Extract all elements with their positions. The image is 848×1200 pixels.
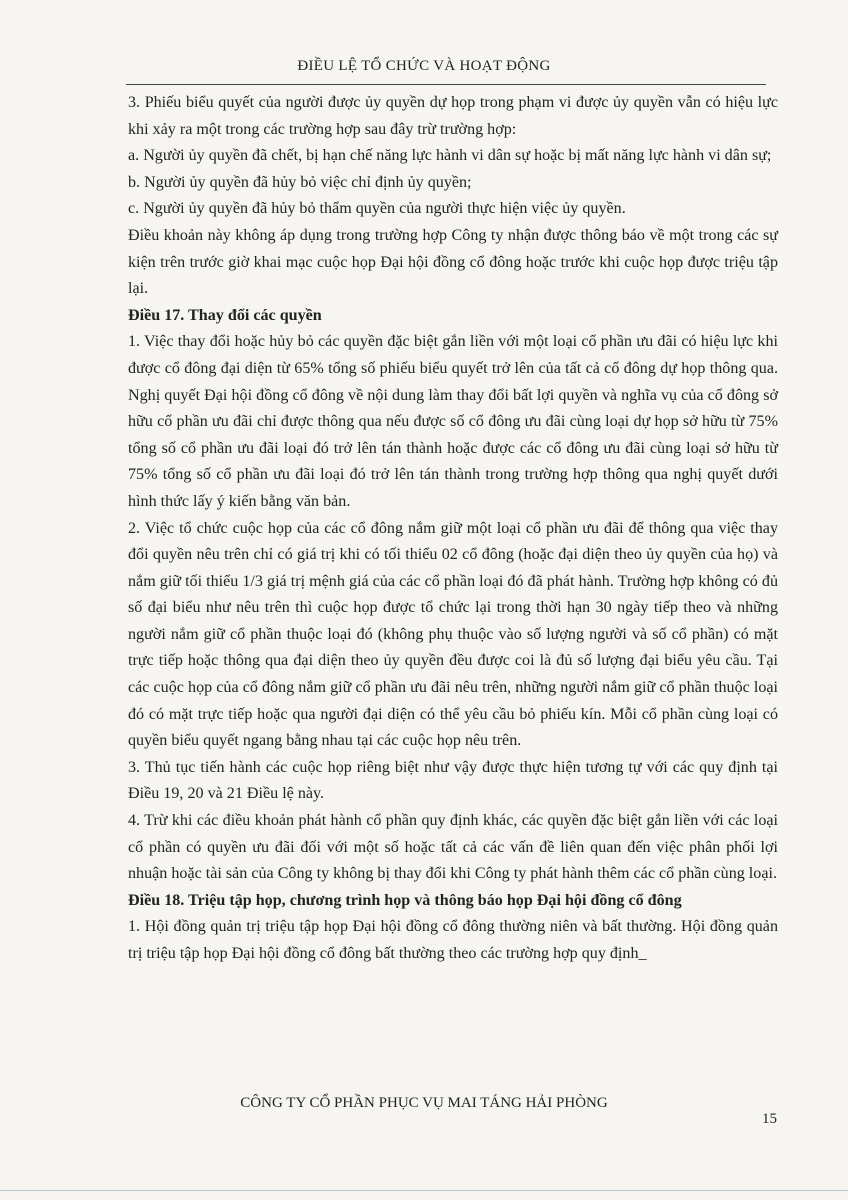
article-17-item-3: 3. Thủ tục tiến hành các cuộc họp riêng biệt như vậy được thực hiện tương tự với các quy định tại Điều 19, 20 và 21 Điều lệ này. (128, 758, 778, 803)
paragraph-item-b: b. Người ủy quyền đã hủy bỏ việc chỉ định ủy quyền; (128, 173, 472, 191)
running-footer: CÔNG TY CỔ PHẦN PHỤC VỤ MAI TÁNG HẢI PHÒNG (240, 1095, 608, 1111)
document-body (128, 90, 778, 968)
paragraph-item-c: c. Người ủy quyền đã hủy bỏ thẩm quyền của người thực hiện việc ủy quyền. (128, 200, 626, 218)
article-18-item-1: 1. Hội đồng quản trị triệu tập họp Đại hội đồng cổ đông thường niên và bất thường. Hội đồng quản trị triệu tập họp Đại hội đồng cổ đông bất thường theo các trường hợp quy định_ (128, 918, 778, 962)
article-17-heading: Điều 17. Thay đổi các quyền (128, 306, 322, 324)
article-18-heading: Điều 18. Triệu tập họp, chương trình họp và thông báo họp Đại hội đồng cổ đông (128, 891, 682, 909)
paragraph-clause-exception: Điều khoản này không áp dụng trong trường hợp Công ty nhận được thông báo về một trong các sự kiện trên trước giờ khai mạc cuộc họp Đại hội đồng cổ đông hoặc trước khi cuộc họp được triệu tập lại. (128, 226, 778, 298)
header-rule (126, 84, 766, 85)
scan-edge-line (0, 1190, 848, 1191)
running-header: ĐIỀU LỆ TỔ CHỨC VÀ HOẠT ĐỘNG (297, 58, 551, 74)
page-number: 15 (762, 1111, 777, 1127)
article-17-item-2: 2. Việc tổ chức cuộc họp của các cổ đông nắm giữ một loại cổ phần ưu đãi để thông qua việc thay đổi quyền nêu trên chỉ có giá trị khi có tối thiểu 02 cổ đông (hoặc đại diện theo ủy quyền của họ) và nắm giữ tối thiểu 1/3 giá trị mệnh giá của các cổ phần loại đó đã phát hành. Trường hợp không có đủ số đại biểu như nêu trên thì cuộc họp được tổ chức lại trong thời hạn 30 ngày tiếp theo và những người nắm giữ cổ phần thuộc loại đó (không phụ thuộc vào số lượng người và số cổ phần) có mặt trực tiếp hoặc thông qua đại diện theo ủy quyền đều được coi là đủ số lượng đại biểu yêu cầu. Tại các cuộc họp của cổ đông nắm giữ cổ phần ưu đãi nêu trên, những người nắm giữ cổ phần thuộc loại đó có mặt trực tiếp hoặc qua người đại diện có thể yêu cầu bỏ phiếu kín. Mỗi cổ phần cùng loại có quyền biểu quyết ngang bằng nhau tại các cuộc họp nêu trên. (128, 519, 778, 750)
article-17-item-4: 4. Trừ khi các điều khoản phát hành cổ phần quy định khác, các quyền đặc biệt gắn liền với các loại cổ phần có quyền ưu đãi đối với một số hoặc tất cả các vấn đề liên quan đến việc phân phối lợi nhuận hoặc tài sản của Công ty không bị thay đổi khi Công ty phát hành thêm các cổ phần cùng loại. (128, 812, 778, 883)
paragraph-item-a: a. Người ủy quyền đã chết, bị hạn chế năng lực hành vi dân sự hoặc bị mất năng lực hành vi dân sự; (128, 147, 772, 165)
paragraph-proxy-vote-validity: 3. Phiếu biểu quyết của người được ủy quyền dự họp trong phạm vi được ủy quyền vẫn có hiệu lực khi xảy ra một trong các trường hợp sau đây trừ trường hợp: (128, 94, 778, 138)
article-17-item-1: 1. Việc thay đổi hoặc hủy bỏ các quyền đặc biệt gắn liền với một loại cổ phần ưu đãi có hiệu lực khi được cổ đông đại diện từ 65% tổng số phiếu biểu quyết trở lên của tất cả cổ đông dự họp thông qua. Nghị quyết Đại hội đồng cổ đông về nội dung làm thay đổi bất lợi quyền và nghĩa vụ của cổ đông sở hữu cổ phần ưu đãi chỉ được thông qua nếu được số cổ đông ưu đãi cùng loại dự họp sở hữu từ 75% tổng số cổ phần ưu đãi loại đó trở lên tán thành hoặc được các cổ đông ưu đãi cùng loại sở hữu từ 75% tổng số cổ phần ưu đãi loại đó trở lên tán thành trong trường hợp thông qua nghị quyết dưới hình thức lấy ý kiến bằng văn bản. (128, 333, 778, 510)
